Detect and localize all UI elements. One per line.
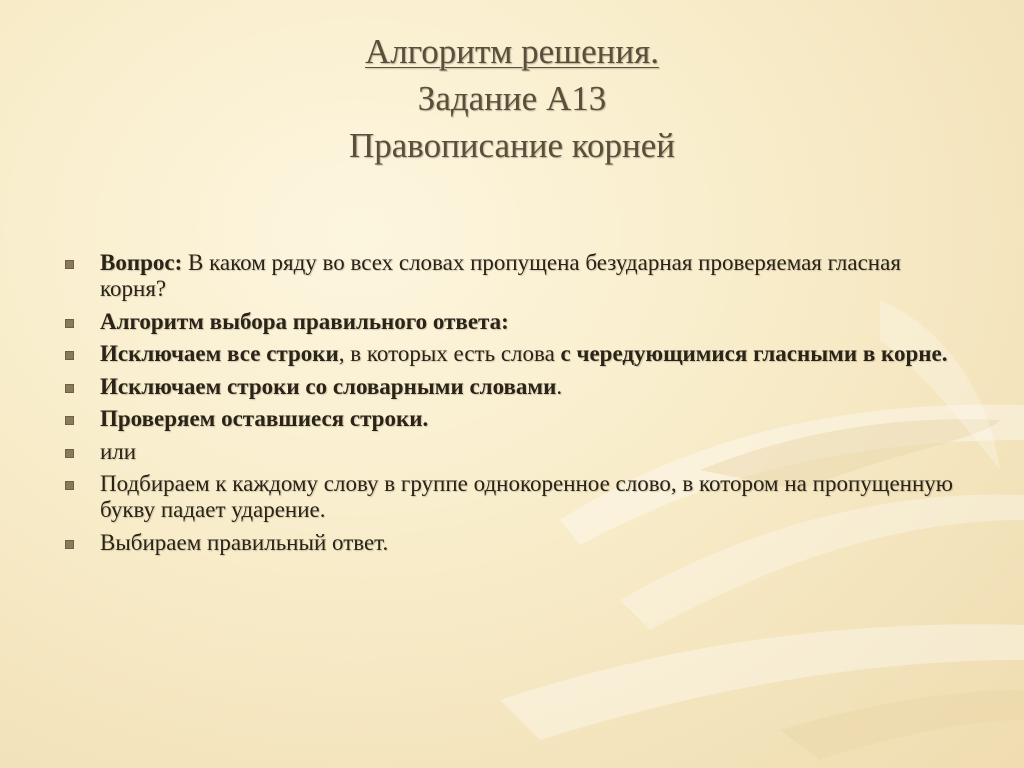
title-line-3: Правописание корней — [348, 126, 676, 165]
bullet-text: Выбираем правильный ответ. — [100, 529, 389, 555]
bullet-item — [62, 374, 962, 400]
square-bullet-icon — [65, 481, 74, 490]
bullet-text-bold: Исключаем все строки — [100, 341, 339, 366]
bullet-text-bold: Алгоритм выбора правильного ответа: — [100, 308, 509, 334]
bullet-text: . — [556, 373, 563, 399]
bullet-text-bold: Проверяем оставшиеся строки. — [100, 406, 429, 431]
bullet-item — [62, 406, 962, 432]
bullet-text: или — [100, 438, 137, 464]
bullet-text-bold: с чередующимися гласными в корне. — [560, 341, 948, 366]
title-line-1: Алгоритм решения. — [365, 32, 659, 71]
bullet-text-bold: Вопрос: — [100, 250, 183, 275]
square-bullet-icon — [65, 416, 74, 425]
bullet-item — [62, 250, 962, 302]
bullet-text: В каком ряду во всех словах пропущена безударная проверяемая гласная корня? — [100, 250, 901, 301]
bullet-item — [62, 530, 962, 556]
square-bullet-icon — [65, 319, 74, 328]
bullet-item — [62, 309, 962, 335]
title-line-2: Задание А13 — [417, 79, 607, 118]
square-bullet-icon — [65, 540, 74, 549]
bullet-text-bold: Исключаем строки со словарными словами — [100, 373, 557, 399]
square-bullet-icon — [65, 384, 74, 393]
slide-title — [0, 28, 1024, 169]
square-bullet-icon — [65, 351, 74, 360]
bullet-text: Подбираем к каждому слову в группе однокоренное слово, в котором на пропущенную букву падает ударение. — [100, 471, 953, 522]
bullet-item — [62, 341, 962, 367]
bullet-list — [62, 250, 962, 562]
bullet-text: , в которых есть слова — [338, 341, 561, 366]
square-bullet-icon — [65, 449, 74, 458]
square-bullet-icon — [65, 260, 74, 269]
bullet-item — [62, 439, 962, 465]
bullet-item — [62, 471, 962, 523]
